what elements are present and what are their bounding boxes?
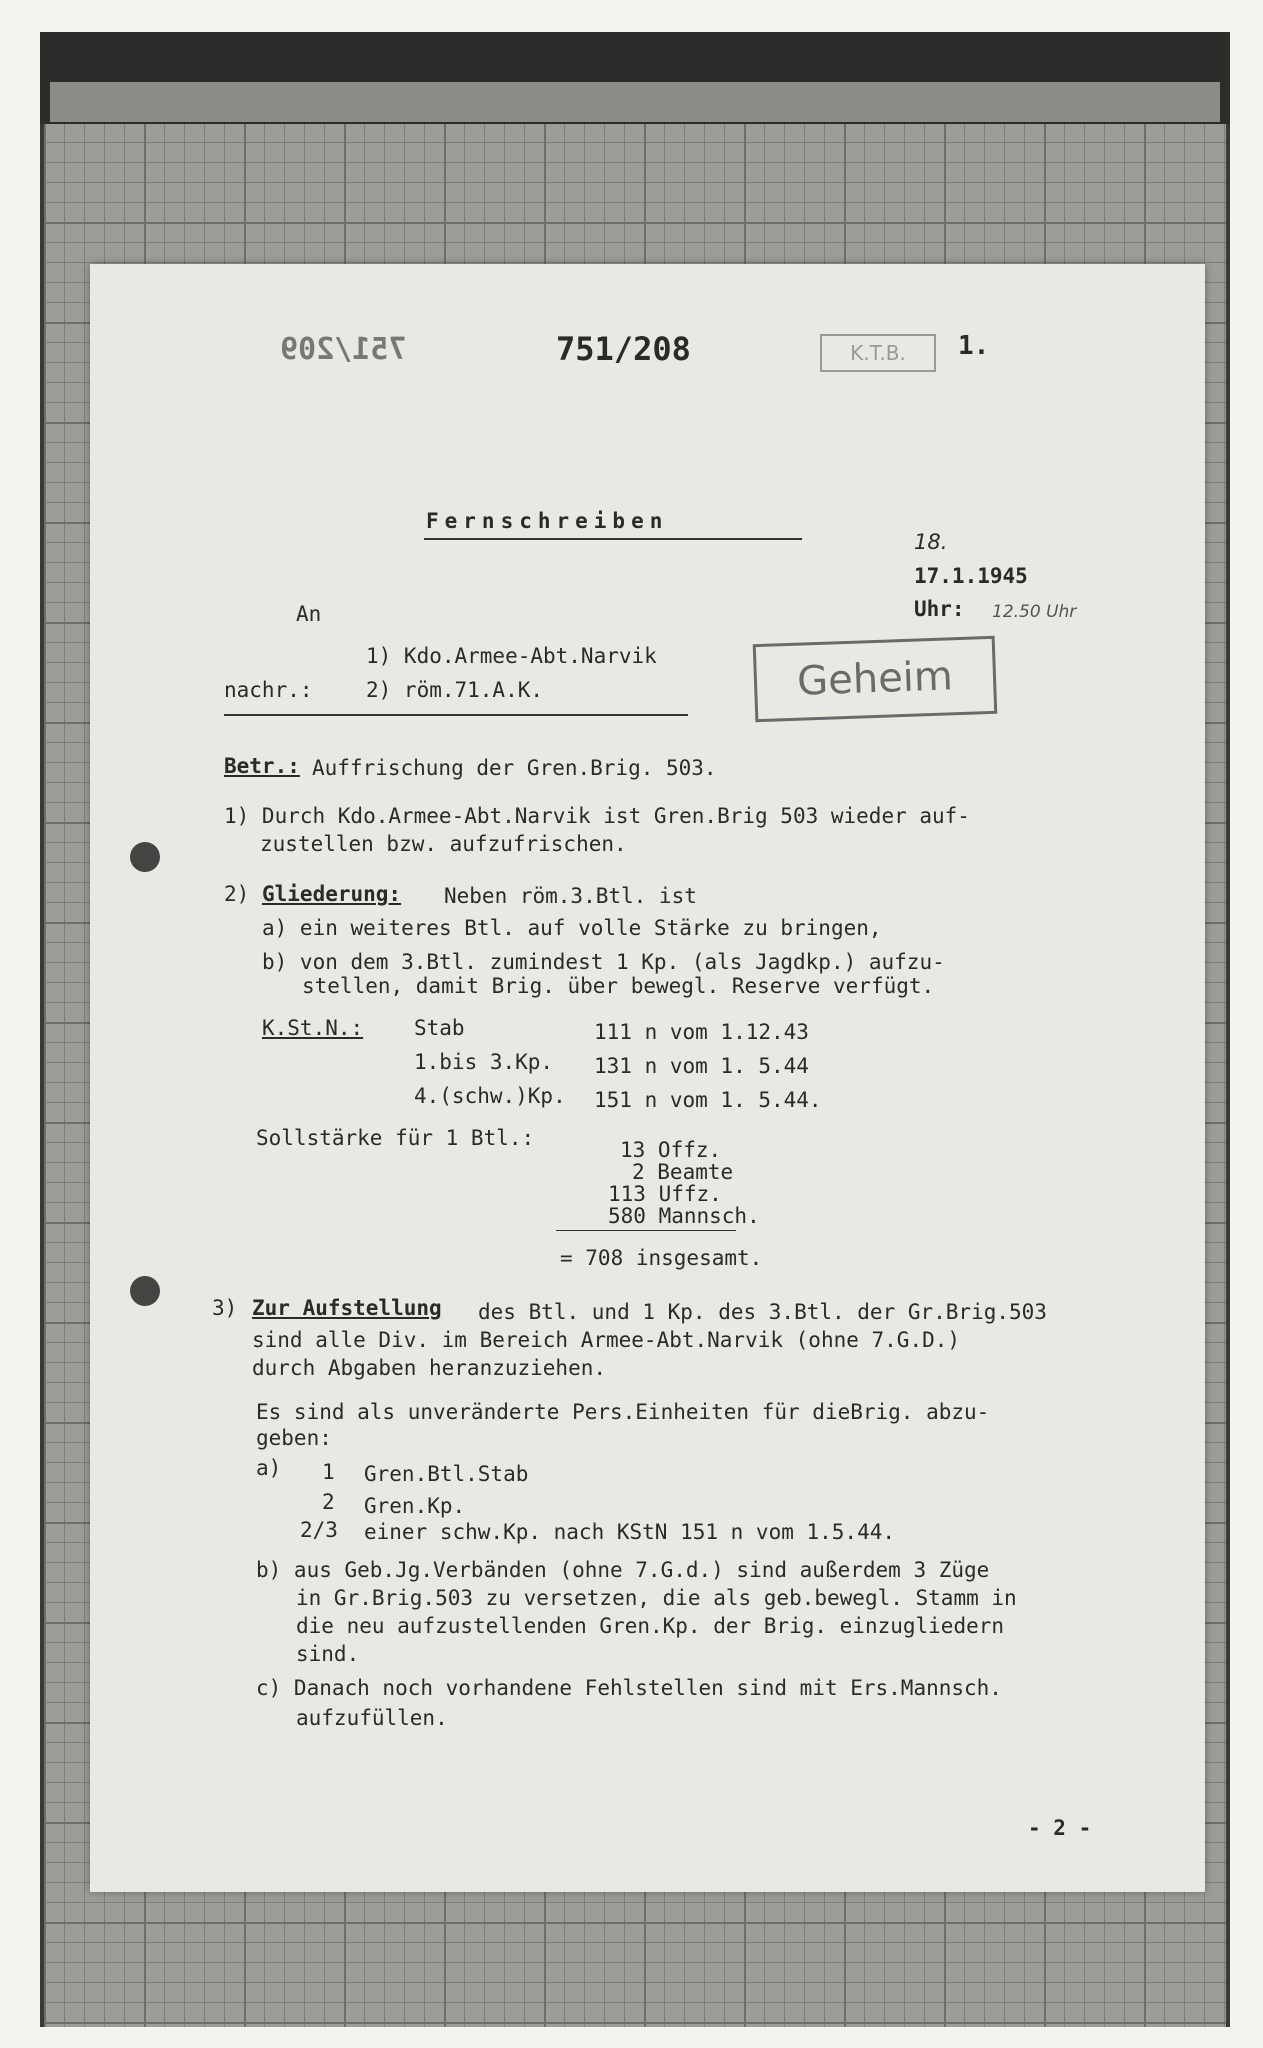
sollstaerke-row: 580 Mannsch. xyxy=(608,1204,760,1228)
section2-intro: Neben röm.3.Btl. ist xyxy=(444,884,697,908)
ktb-page-number: 1. xyxy=(958,331,990,361)
kstn-label: K.St.N.: xyxy=(262,1016,364,1040)
allocation-text: einer schw.Kp. nach KStN 151 n vom 1.5.44. xyxy=(364,1520,896,1544)
nachr-label: nachr.: xyxy=(224,678,313,702)
section3-number: 3) xyxy=(212,1296,238,1320)
kstn-unit: Stab xyxy=(414,1016,465,1040)
recipient-line-2: 2) röm.71.A.K. xyxy=(366,678,544,702)
mirrored-doc-number: 751/209 xyxy=(280,332,407,367)
sum-rule xyxy=(556,1230,736,1231)
time-label: Uhr: xyxy=(914,597,965,621)
section2-item-b-line2: stellen, damit Brig. über bewegl. Reserve verfügt. xyxy=(302,974,935,998)
title-underline xyxy=(424,538,802,540)
section3-line1: des Btl. und 1 Kp. des 3.Btl. der Gr.Brig.503 xyxy=(478,1300,1047,1324)
section3-para-line2: geben: xyxy=(256,1426,332,1450)
section3-item-b-line3: die neu aufzustellenden Gren.Kp. der Brig. einzugliedern xyxy=(296,1614,1005,1638)
allocation-qty: 2 xyxy=(322,1490,335,1514)
photo-top-band xyxy=(50,82,1220,122)
date-line: 17.1.1945 xyxy=(914,564,1028,588)
betr-label: Betr.: xyxy=(224,754,300,778)
ktb-stamp: K.T.B. xyxy=(820,334,936,372)
sollstaerke-label: Sollstärke für 1 Btl.: xyxy=(256,1126,535,1150)
document-title: Fernschreiben xyxy=(426,509,669,533)
section3-label: Zur Aufstellung xyxy=(252,1296,442,1320)
recipient-line-1: 1) Kdo.Armee-Abt.Narvik xyxy=(366,644,657,668)
section2-label: Gliederung: xyxy=(262,882,402,906)
date-correction: 18. xyxy=(914,530,948,554)
kstn-ref: 111 n vom 1.12.43 xyxy=(594,1020,809,1044)
section2-number: 2) xyxy=(224,882,250,906)
punch-hole-bottom xyxy=(130,1276,160,1306)
kstn-ref: 131 n vom 1. 5.44 xyxy=(594,1054,809,1078)
kstn-unit: 1.bis 3.Kp. xyxy=(414,1050,554,1074)
recipient-label: An xyxy=(296,602,322,626)
geheim-stamp: Geheim xyxy=(753,636,998,722)
section3-item-c-line2: aufzufüllen. xyxy=(296,1706,448,1730)
section3-item-b-line1: b) aus Geb.Jg.Verbänden (ohne 7.G.d.) sind außerdem 3 Züge xyxy=(256,1558,990,1582)
section3-item-b-line2: in Gr.Brig.503 zu versetzen, die als geb.bewegl. Stamm in xyxy=(296,1586,1017,1610)
time-value: 12.50 Uhr xyxy=(992,602,1077,622)
section3-item-c-line1: c) Danach noch vorhandene Fehlstellen sind mit Ers.Mannsch. xyxy=(256,1676,1002,1700)
allocation-text: Gren.Kp. xyxy=(364,1494,466,1518)
section3-para-line1: Es sind als unveränderte Pers.Einheiten für dieBrig. abzu- xyxy=(256,1400,990,1424)
total-strength: = 708 insgesamt. xyxy=(560,1246,763,1270)
allocation-text: Gren.Btl.Stab xyxy=(364,1462,529,1486)
section2-item-b-line1: b) von dem 3.Btl. zumindest 1 Kp. (als Jagdkp.) aufzu- xyxy=(262,950,945,974)
sollstaerke-row: 2 Beamte xyxy=(632,1160,734,1184)
sollstaerke-row: 113 Uffz. xyxy=(608,1182,722,1206)
betr-text: Auffrischung der Gren.Brig. 503. xyxy=(312,756,717,780)
address-rule xyxy=(224,714,688,716)
section3-line2: sind alle Div. im Bereich Armee-Abt.Narvik (ohne 7.G.D.) xyxy=(252,1328,961,1352)
sollstaerke-row: 13 Offz. xyxy=(620,1138,722,1162)
kstn-unit: 4.(schw.)Kp. xyxy=(414,1084,566,1108)
section2-item-a: a) ein weiteres Btl. auf volle Stärke zu bringen, xyxy=(262,916,882,940)
document-number: 751/208 xyxy=(556,330,691,368)
kstn-ref: 151 n vom 1. 5.44. xyxy=(594,1088,822,1112)
section1-line1: 1) Durch Kdo.Armee-Abt.Narvik ist Gren.Brig 503 wieder auf- xyxy=(224,804,970,828)
document-page xyxy=(90,264,1205,1892)
page-marker: - 2 - xyxy=(1028,1816,1092,1840)
allocation-qty: 2/3 xyxy=(300,1518,338,1542)
punch-hole-top xyxy=(130,842,160,872)
section1-line2: zustellen bzw. aufzufrischen. xyxy=(260,832,627,856)
section3-item-a-label: a) xyxy=(256,1456,282,1480)
section3-item-b-line4: sind. xyxy=(296,1642,360,1666)
section3-line3: durch Abgaben heranzuziehen. xyxy=(252,1356,607,1380)
allocation-qty: 1 xyxy=(322,1460,335,1484)
